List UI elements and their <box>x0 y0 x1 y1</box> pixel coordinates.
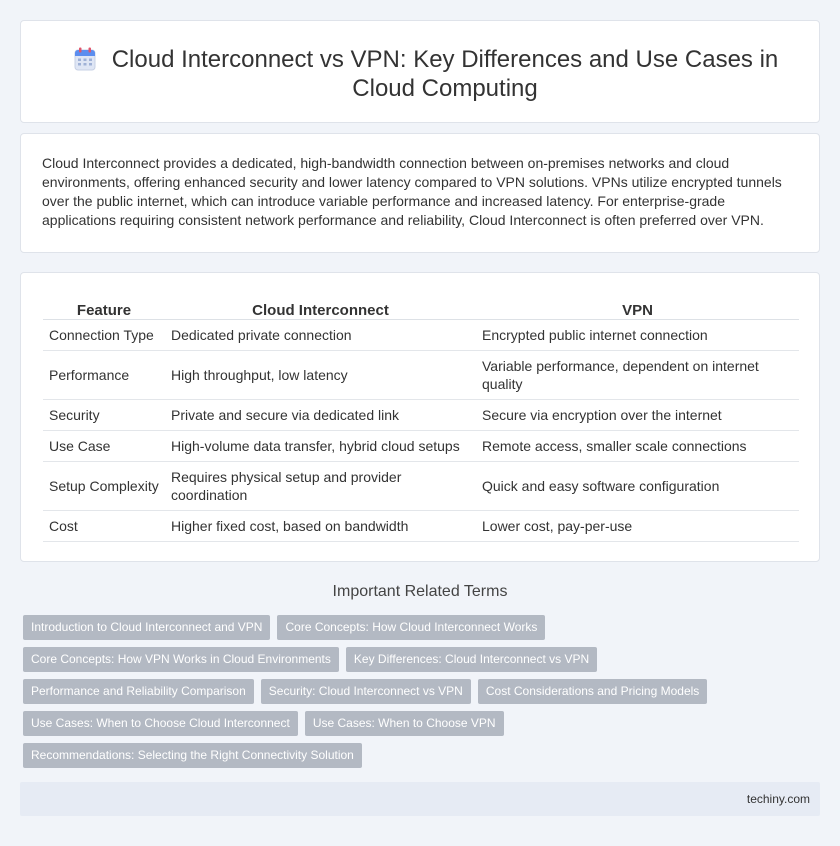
header-cloud-interconnect: Cloud Interconnect <box>165 296 476 319</box>
related-term-tag[interactable]: Recommendations: Selecting the Right Connectivity Solution <box>23 743 362 768</box>
cell-feature: Performance <box>43 350 165 399</box>
cell-vpn: Encrypted public internet connection <box>476 319 799 350</box>
cell-feature: Cost <box>43 510 165 541</box>
header-card <box>20 20 820 123</box>
related-term-tag[interactable]: Core Concepts: How VPN Works in Cloud Environments <box>23 647 339 672</box>
cell-vpn: Secure via encryption over the internet <box>476 399 799 430</box>
cell-feature: Connection Type <box>43 319 165 350</box>
table-header-row <box>43 296 799 319</box>
intro-paragraph: Cloud Interconnect provides a dedicated, high-bandwidth connection between on-premises networks and cloud environments, offering enhanced security and lower latency compared to VPN solutions. VPNs utilize encrypted tunnels over the public internet, which can introduce variable performance and increased latency. For enterprise-grade applications requiring consistent network performance and reliability, Cloud Interconnect is often preferred over VPN. <box>42 155 782 228</box>
comparison-table-card <box>20 272 820 562</box>
cell-feature: Setup Complexity <box>43 461 165 510</box>
cell-cloud-interconnect: Dedicated private connection <box>165 319 476 350</box>
footer <box>20 782 820 816</box>
related-term-tag[interactable]: Key Differences: Cloud Interconnect vs VPN <box>346 647 597 672</box>
calendar-icon <box>74 47 96 71</box>
related-term-tag[interactable]: Use Cases: When to Choose Cloud Interconnect <box>23 711 298 736</box>
cell-feature: Security <box>43 399 165 430</box>
table-row <box>43 461 799 510</box>
cell-vpn: Quick and easy software configuration <box>476 461 799 510</box>
cell-cloud-interconnect: Requires physical setup and provider coordination <box>165 461 476 510</box>
page-title: Cloud Interconnect vs VPN: Key Differences and Use Cases in Cloud Computing <box>111 46 779 102</box>
header-feature: Feature <box>43 296 165 319</box>
table-row <box>43 430 799 461</box>
cell-vpn: Remote access, smaller scale connections <box>476 430 799 461</box>
related-term-tag[interactable]: Security: Cloud Interconnect vs VPN <box>261 679 471 704</box>
cell-cloud-interconnect: High-volume data transfer, hybrid cloud setups <box>165 430 476 461</box>
cell-cloud-interconnect: High throughput, low latency <box>165 350 476 399</box>
cell-cloud-interconnect: Private and secure via dedicated link <box>165 399 476 430</box>
related-term-tag[interactable]: Cost Considerations and Pricing Models <box>478 679 707 704</box>
related-terms-tags <box>23 615 823 775</box>
related-term-tag[interactable]: Performance and Reliability Comparison <box>23 679 254 704</box>
cell-vpn: Variable performance, dependent on internet quality <box>476 350 799 399</box>
table-row <box>43 510 799 541</box>
cell-feature: Use Case <box>43 430 165 461</box>
related-term-tag[interactable]: Core Concepts: How Cloud Interconnect Works <box>277 615 545 640</box>
related-terms-heading: Important Related Terms <box>332 583 508 600</box>
cell-cloud-interconnect: Higher fixed cost, based on bandwidth <box>165 510 476 541</box>
table-row <box>43 350 799 399</box>
intro-card <box>20 133 820 253</box>
table-row <box>43 399 799 430</box>
related-term-tag[interactable]: Use Cases: When to Choose VPN <box>305 711 504 736</box>
comparison-table <box>43 296 799 542</box>
table-row <box>43 319 799 350</box>
footer-site-name: techiny.com <box>746 792 810 806</box>
header-vpn: VPN <box>476 296 799 319</box>
cell-vpn: Lower cost, pay-per-use <box>476 510 799 541</box>
related-term-tag[interactable]: Introduction to Cloud Interconnect and VPN <box>23 615 270 640</box>
